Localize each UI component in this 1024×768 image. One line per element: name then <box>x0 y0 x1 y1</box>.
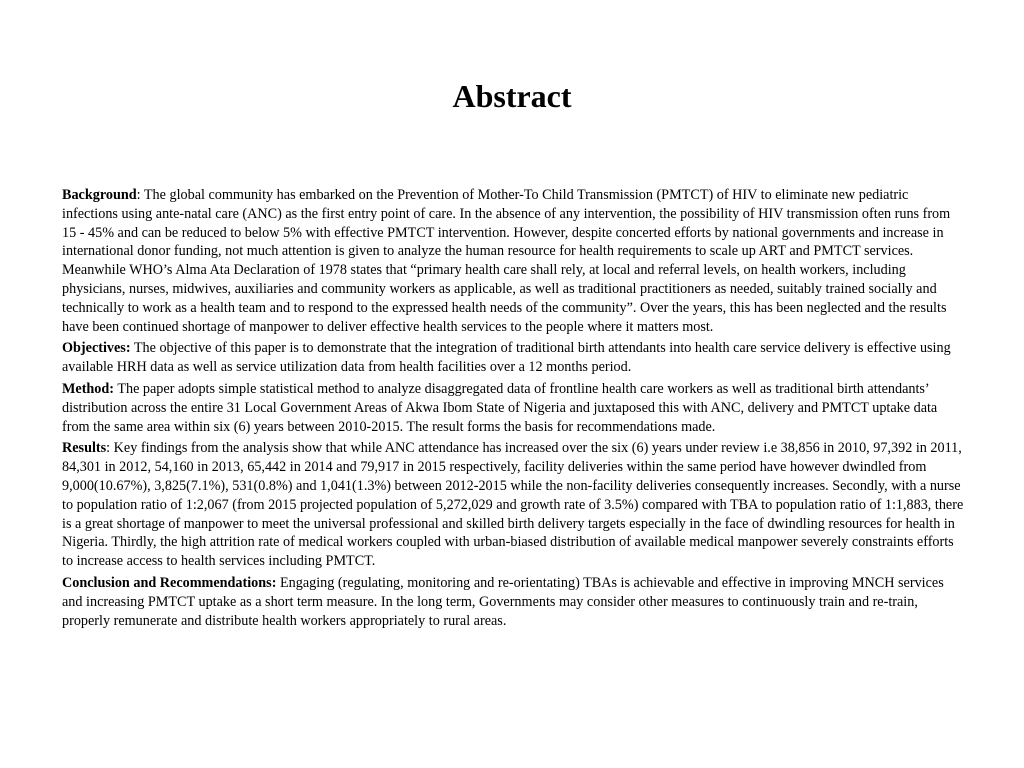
objectives-paragraph <box>62 339 966 377</box>
results-text: Key findings from the analysis show that while ANC attendance has increased over the six (6) years under review i.e 38,856 in 2010, 97,392 in 2011, 84,301 in 2012, 54,160 in 2013, 65,442 in 2014 and 79,917 in 2015 respectively, facility deliveries within the same period have however dwindled from 9,000(10.67%), 3,825(7.1%), 531(0.8%) and 1,041(1.3%) between 2012-2015 while the non-facility deliveries consequently increases. Secondly, with a nurse to population ratio of 1:2,067 (from 2015 projected population of 5,272,029 and growth rate of 3.5%) compared with TBA to population ratio of 1:1,883, there is a great shortage of manpower to meet the universal professional and skilled birth delivery targets especially in the face of dwindling resources for health in Nigeria. Thirdly, the high attrition rate of medical workers coupled with urban-biased distribution of available medical manpower severely constraints efforts to increase access to health services including PMTCT. <box>62 440 964 570</box>
background-text: The global community has embarked on the Prevention of Mother-To Child Transmission (PMTCT) of HIV to eliminate new pediatric infections using ante-natal care (ANC) as the first entry point of care. In the absence of any intervention, the possibility of HIV transmission often runs from 15 - 45% and can be reduced to below 5% with effective PMTCT intervention. However, despite concerted efforts by national governments and increase in international donor funding, not much attention is given to analyze the human resource for health requirements to scale up ART and PMTCT services. Meanwhile WHO’s Alma Ata Declaration of 1978 states that “primary health care shall rely, at local and referral levels, on health workers, including physicians, nurses, midwives, auxiliaries and community workers as applicable, as well as traditional practitioners as needed, suitably trained socially and technically to work as a health team and to respond to the expressed health needs of the community”. Over the years, this has been neglected and the results have been continued shortage of manpower to deliver effective health services to the people where it matters most. <box>62 187 951 335</box>
method-heading: Method: <box>62 380 115 397</box>
results-paragraph <box>62 439 966 571</box>
conclusion-heading: Conclusion and Recommendations: <box>62 574 277 591</box>
background-separator: : <box>136 187 144 203</box>
method-paragraph <box>62 380 966 436</box>
background-heading: Background <box>62 187 137 203</box>
results-heading: Results <box>62 440 107 457</box>
conclusion-text: Engaging (regulating, monitoring and re-orientating) TBAs is achievable and effective in improving MNCH services and increasing PMTCT uptake as a short term measure. In the long term, Governments may consider other measures to continuously train and re-train, properly remunerate and distribute health workers appropriately to rural areas. <box>62 574 944 629</box>
background-paragraph <box>62 186 966 336</box>
method-text: The paper adopts simple statistical method to analyze disaggregated data of frontline health care workers as well as traditional birth attendants’ distribution across the entire 31 Local Government Areas of Akwa Ibom State of Nigeria and juxtaposed this with ANC, delivery and PMTCT uptake data from the same area within six (6) years between 2010-2015. The result forms the basis for recommendations made. <box>62 380 938 435</box>
conclusion-paragraph <box>62 574 966 630</box>
results-separator: : <box>106 440 114 457</box>
objectives-text: The objective of this paper is to demonstrate that the integration of traditional birth attendants into health care service delivery is effective using available HRH data as well as service utilization data from health facilities over a 12 months period. <box>62 340 951 376</box>
objectives-heading: Objectives: <box>62 340 131 357</box>
page-title: Abstract <box>452 78 572 114</box>
abstract-body <box>62 186 966 633</box>
